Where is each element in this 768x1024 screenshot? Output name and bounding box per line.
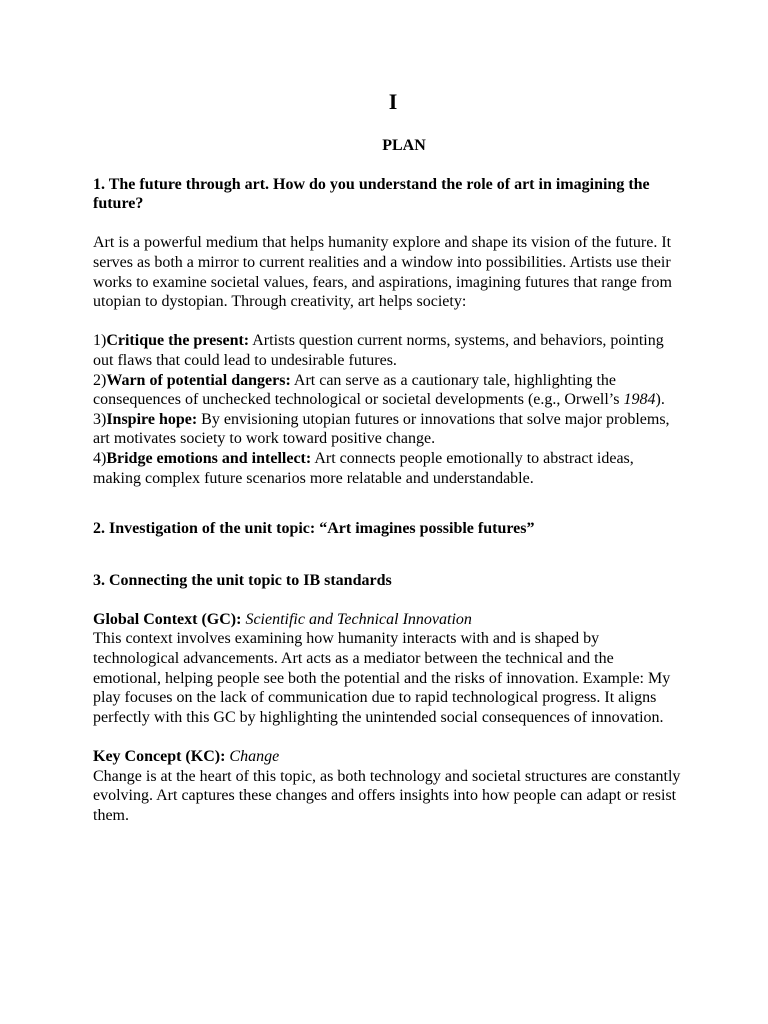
global-context-body: This context involves examining how humanity interacts with and is shaped by technological advancements. Art acts as a mediator between the technical and the emotional, helping people see both the potential and the risks of innovation. Example: My play focuses on the lack of communication due to rapid technological progress. It aligns perfectly with this GC by highlighting the unintended social consequences of innovation. [93,630,671,726]
section-1-heading: 1. The future through art. How do you understand the role of art in imagining the future? [93,175,650,213]
spacer [93,590,683,610]
key-concept-body: Change is at the heart of this topic, as both technology and societal structures are constantly evolving. Art captures these changes and offers insights into how people can adapt or resist them. [93,767,681,824]
spacer [93,214,683,234]
section-2-heading: 2. Investigation of the unit topic: “Art imagines possible futures” [93,520,535,538]
list-item-number: 2) [93,371,107,389]
list-item-critique [93,331,683,370]
global-context-line [93,610,683,630]
document-page [93,88,683,825]
list-item-number: 1) [93,332,107,350]
list-item-text: Art connects people emotionally to abstract ideas, making complex future scenarios more relatable and understandable. [93,449,634,487]
list-item-number: 3) [93,410,107,428]
key-concept-value: Change [229,748,280,766]
list-item-text: Art can serve as a cautionary tale, highlighting the consequences of unchecked technological or societal developments (e.g., Orwell’s [93,371,624,409]
key-concept-line [93,747,683,767]
section-1-intro: Art is a powerful medium that helps humanity explore and shape its vision of the future. It serves as both a mirror to current realities and a window into possibilities. Artists use their works to examine societal values, fears, and aspirations, imagining futures that range from utopian to dystopian. Through creativity, art helps society: [93,234,672,311]
list-item-number: 4) [93,449,107,467]
list-item-bridge [93,449,683,488]
plan-title: PLAN [382,137,426,154]
list-item-inspire [93,410,683,449]
list-item-text: Artists question current norms, systems, and behaviors, pointing out flaws that could lead to undesirable futures. [93,332,664,369]
section-numeral: I [388,89,398,114]
list-item-text-end: ). [655,391,665,409]
list-item-text: By envisioning utopian futures or innovations that solve major problems, art motivates society to work toward positive change. [93,410,670,448]
book-title: 1984 [623,391,656,409]
spacer [93,539,683,571]
list-item-label: Bridge emotions and intellect: [106,449,312,467]
global-context-value: Scientific and Technical Innovation [245,610,472,628]
spacer [93,727,683,747]
section-3-heading: 3. Connecting the unit topic to IB standards [93,571,392,589]
spacer [93,312,683,332]
global-context-label: Global Context (GC): [93,610,242,628]
list-item-label: Critique the present: [106,332,250,350]
list-item-label: Inspire hope: [106,410,198,428]
key-concept-label: Key Concept (KC): [93,748,226,766]
spacer [93,488,683,519]
list-item-warn [93,371,683,410]
list-item-label: Warn of potential dangers: [106,371,291,389]
